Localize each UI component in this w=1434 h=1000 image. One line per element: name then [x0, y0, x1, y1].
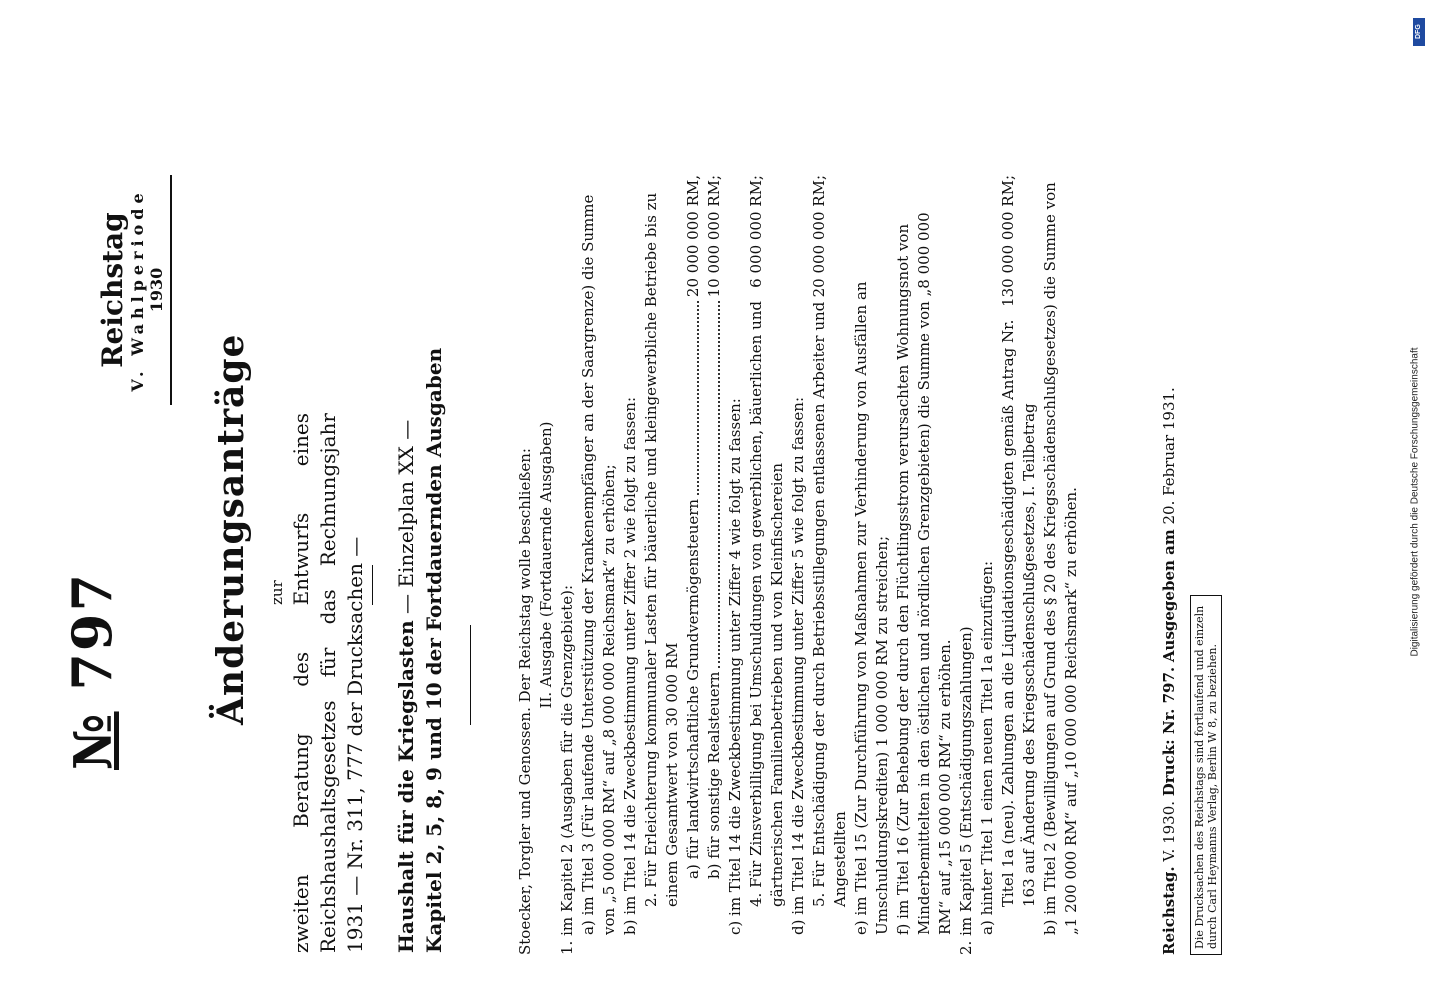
item-1b-b-amount: 10 000 000 RM; [705, 175, 723, 298]
subtitle: zweiten Beratung des Entwurfs eines Reichshaushaltsgesetzes für das Rechnungsjahr 1931 — Nr. 311, 777 der Drucksachen — [289, 413, 367, 953]
budget-heading-bold: Haushalt für die Kriegslasten [394, 620, 418, 953]
title-connector: zur [268, 580, 286, 605]
item-2b: b) im Titel 2 (Bewilligungen auf Grund des § 20 des Kriegsschädenschlußgesetzes) die Summe von „1 200 000 RM“ auf „10 000 000 Reichsmark“ zu erhöhen. [1041, 182, 1080, 935]
print-footer [1160, 387, 1178, 955]
divider [372, 565, 373, 605]
reichstag-header [98, 175, 176, 405]
chapter-heading: Kapitel 2, 5, 8, 9 und 10 der Fortdauernden Ausgaben [422, 347, 446, 953]
item-1b-b-label: b) für sonstige Realsteuern [705, 671, 723, 879]
digitization-text-wrap [1404, 10, 1426, 995]
motion-body [515, 175, 1082, 955]
item-1: 1. im Kapitel 2 (Ausgaben für die Grenzgebiete): [558, 584, 576, 955]
item-2a-entry [998, 175, 1040, 955]
item-2a-text: Titel 1a (neu). Zahlungen an die Liquidationsgeschädigten gemäß Antrag Nr. 163 auf Änderung des Kriegsschädenschlußgesetzes, I. Teilbetrag [999, 319, 1038, 907]
item-1b: b) im Titel 14 die Zweckbestimmung unter Ziffer 2 wie folgt zu fassen: [621, 397, 639, 935]
item-1b-a-amount: 20 000 000 RM, [684, 175, 702, 298]
item-1d-entry [809, 175, 851, 955]
leader-dots [683, 301, 699, 495]
footer-druck: Druck: Nr. 797. [1160, 666, 1178, 797]
item-1b-b [704, 175, 725, 955]
election-period: V. Wahlperiode [128, 188, 147, 392]
leader-dots [704, 301, 720, 667]
document-number [60, 572, 124, 770]
document-page [60, 175, 1360, 965]
section-title: II. Ausgabe (Fortdauernde Ausgaben) [537, 421, 555, 709]
item-1d: d) im Titel 14 die Zweckbestimmung unter Ziffer 5 wie folgt zu fassen: [789, 397, 807, 935]
item-1a: a) im Titel 3 (Für laufende Unterstützung der Krankenempfänger an der Saargrenze) die Summe von „5 000 000 RM“ auf „8 000 000 Reichsmark“ zu erhöhen; [579, 194, 618, 935]
digitization-note [1404, 10, 1426, 995]
reichstag-name: Reichstag [96, 212, 129, 368]
number-value: 797 [60, 571, 124, 691]
item-1b-a [683, 175, 704, 955]
item-1c-label: 4. Für Zinsverbilligung bei Umschuldungen von gewerblichen, bäuerlichen und gärtnerischen Familienbetrieben und von Kleinfischereien [747, 301, 786, 907]
dfg-logo: DFG [1413, 18, 1425, 46]
item-1c: c) im Titel 14 die Zweckbestimmung unter Ziffer 4 wie folgt zu fassen: [726, 398, 744, 935]
budget-heading-rest: — Einzelplan XX — [394, 419, 418, 621]
page-title: Änderungsanträge [210, 333, 252, 725]
item-2a-amount: 130 000 000 RM; [999, 175, 1017, 307]
footer-date: 20. Februar 1931. [1160, 387, 1178, 530]
item-1f: f) im Titel 16 (Zur Behebung der durch den Flüchtlingsstrom verursachten Wohnungsnot von Minderbemittelten in den östlichen und nördlichen Grenzgebieten) die Summe von „8 000 000 RM“ auf „15 000 000 RM“ zu erhöhen. [894, 212, 954, 935]
digitization-text: Digitalisierung gefördert durch die Deutsche Forschungsgemeinschaft [1409, 347, 1421, 657]
period-year: 1930 [147, 267, 166, 313]
item-1b-a-label: a) für landwirtschaftliche Grundvermögensteuern [684, 498, 702, 879]
item-2a: a) hinter Titel 1 einen neuen Titel 1a einzufügen: [978, 560, 996, 935]
item-1d-amount: 20 000 000 RM; [810, 175, 828, 298]
divider [470, 625, 471, 725]
footer-period: V. 1930. [1160, 796, 1178, 867]
footer-issued: Ausgegeben am [1160, 529, 1178, 663]
item-1c-entry [746, 175, 788, 955]
footer-spacer [1160, 662, 1178, 667]
brace-divider [166, 175, 172, 405]
item-2: 2. im Kapitel 5 (Entschädigungszahlungen) [957, 626, 975, 955]
item-1c-amount: 6 000 000 RM; [747, 175, 765, 288]
item-1d-label: 5. Für Entschädigung der durch Betriebsstillegungen entlassenen Arbeiter und Angestellten [810, 301, 849, 907]
budget-heading [394, 420, 418, 953]
item-1b-text: 2. Für Erleichterung kommunaler Lasten für bäuerliche und kleingewerbliche Betriebe bis zu einem Gesamtwert von 30 000 RM [642, 192, 681, 907]
motion-intro: Stoecker, Torgler und Genossen. Der Reichstag wolle beschließen: [516, 448, 534, 955]
item-1e: e) im Titel 15 (Zur Durchführung von Maßnahmen zur Verhinderung von Ausfällen an Umschuldungskrediten) 1 000 000 RM zu streichen; [852, 281, 891, 935]
number-prefix: № [63, 711, 124, 770]
footer-reichstag: Reichstag. [1160, 866, 1178, 955]
imprint-box: Die Drucksachen des Reichstags sind fortlaufend und einzeln durch Carl Heymanns Verlag, Berlin W 8, zu beziehen. [1190, 595, 1222, 955]
